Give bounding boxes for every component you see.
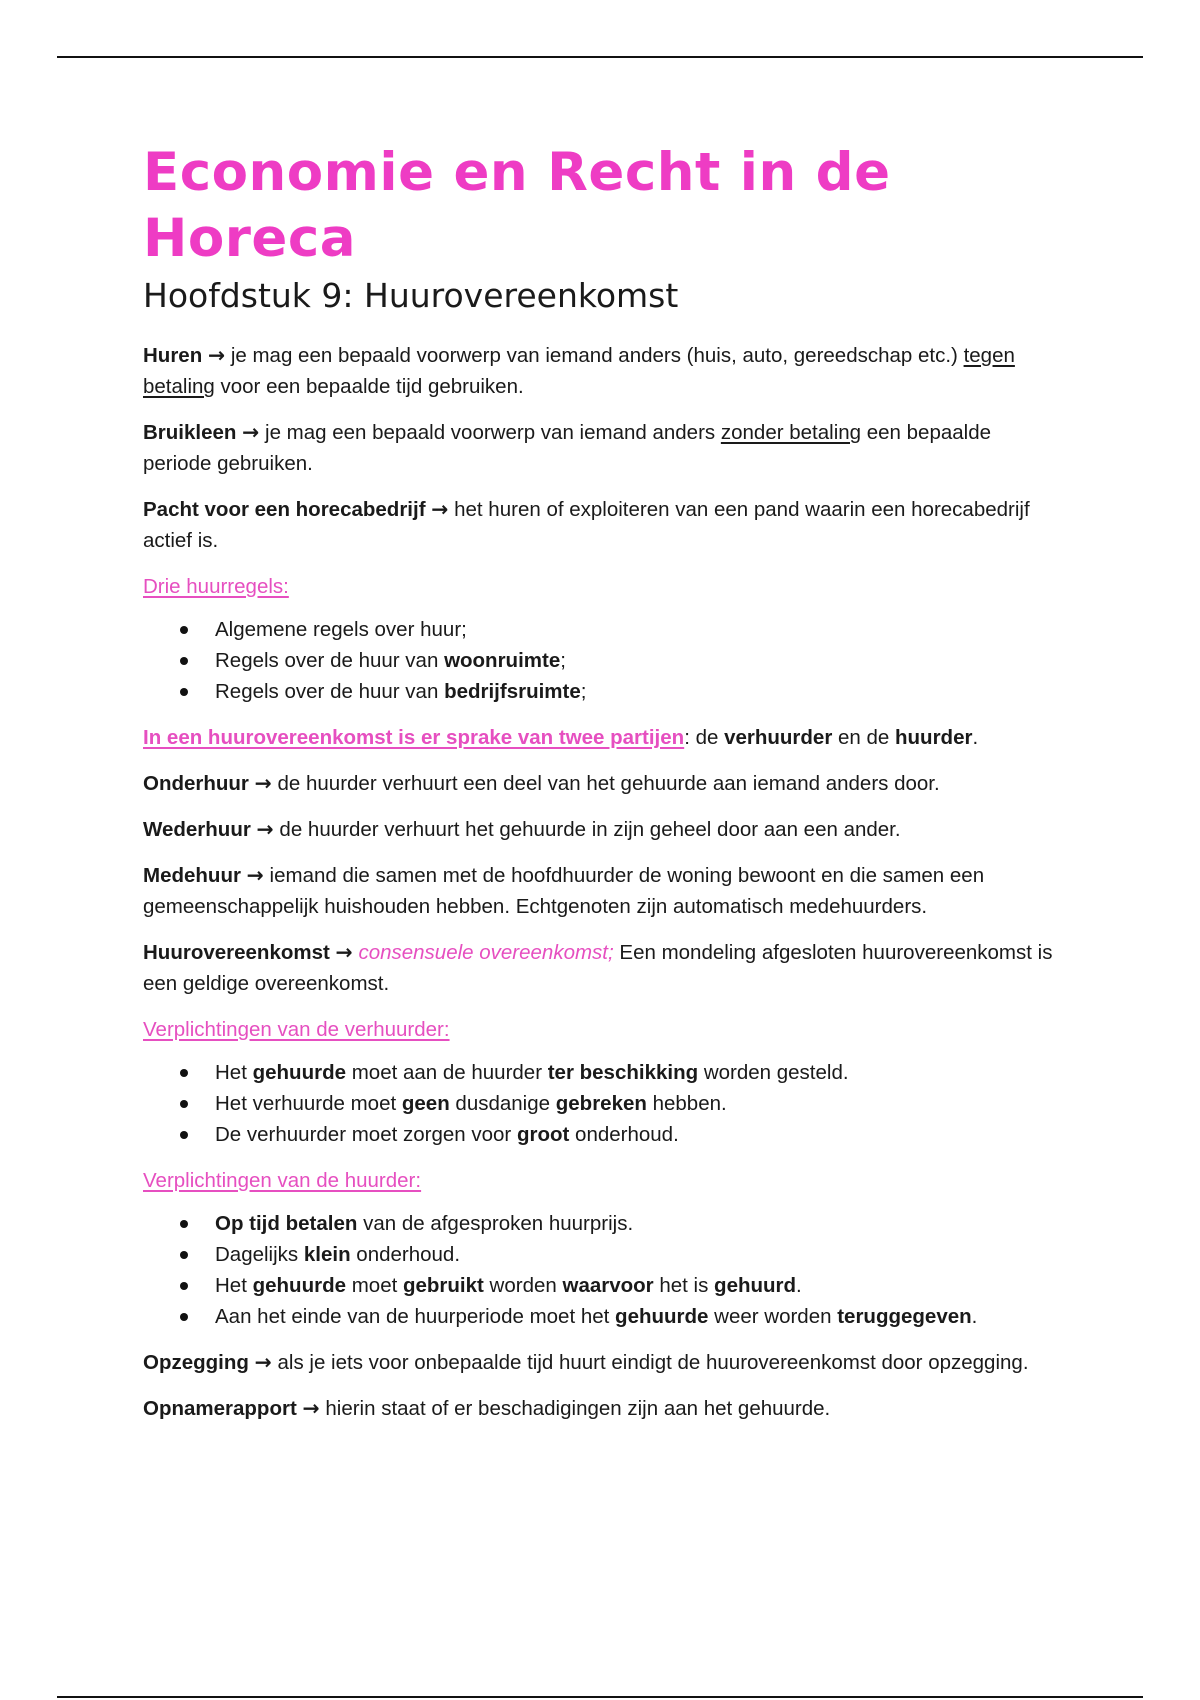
list-item-text: . [796,1274,802,1297]
underlined-text: zonder betaling [720,421,862,444]
list-item-text: dusdanige [449,1092,556,1115]
bold-text: gebreken [555,1092,647,1115]
bold-text: gehuurde [252,1274,347,1297]
arrow-icon: → [302,1396,320,1420]
definition-opnamerapport [143,1393,1063,1424]
bold-text: gehuurde [252,1061,347,1084]
list-item-text: worden [483,1274,563,1297]
term-huurovereenkomst: Huurovereenkomst [143,941,330,964]
bold-text: gebruikt [402,1274,484,1297]
list-item [215,1119,1063,1150]
list-item-text: Algemene regels over huur; [215,618,467,641]
term-bruikleen: Bruikleen [143,421,237,444]
heading-verplichtingen-verhuurder: Verplichtingen van de verhuurder: [143,1018,450,1041]
arrow-icon: → [431,497,449,521]
text: en de [832,726,896,749]
definition-huren [143,340,1063,402]
bold-text: waarvoor [562,1274,654,1297]
definition-wederhuur [143,814,1063,845]
top-rule [57,56,1143,58]
list-item [215,1301,1063,1332]
definition-text: Een mondeling afgesloten huurovereenkomst is een geldige overeenkomst. [143,941,1053,995]
definition-medehuur [143,860,1063,922]
definition-text: de huurder verhuurt een deel van het gehuurde aan iemand anders door. [271,772,940,795]
chapter-subtitle: Hoofdstuk 9: Huurovereenkomst [143,276,679,315]
arrow-icon: → [256,817,274,841]
list-item [215,1270,1063,1301]
arrow-icon: → [207,343,226,367]
bold-text: geen [401,1092,450,1115]
definition-text: het huren of exploiteren van een pand waarin een horecabedrijf actief is. [143,498,1030,552]
list-item [215,1239,1063,1270]
term-pacht: Pacht voor een horecabedrijf [143,498,426,521]
list-item-text: moet aan de huurder [346,1061,548,1084]
definition-text: een bepaalde periode gebruiken. [143,421,992,475]
definition-text: de huurder verhuurt het gehuurde in zijn geheel door aan een ander. [273,818,901,841]
definition-opzegging [143,1347,1063,1378]
term-wederhuur: Wederhuur [143,818,251,841]
bold-text: gehuurd [714,1274,797,1297]
list-item-text: onderhoud. [569,1123,679,1146]
bold-text: gehuurde [615,1305,709,1328]
term-huren: Huren [143,344,203,367]
list-item-text: moet [346,1274,403,1297]
list-item-text: De verhuurder moet zorgen voor [215,1123,517,1146]
list-item-text: worden gesteld. [698,1061,849,1084]
heading-drie-huurregels: Drie huurregels: [143,575,289,598]
list-item-text: ; [560,649,566,672]
definition-text: hierin staat of er beschadigingen zijn aan het gehuurde. [319,1397,831,1420]
definition-text: voor een bepaalde tijd gebruiken. [214,375,524,398]
definition-text: iemand die samen met de hoofdhuurder de woning bewoont en die samen een gemeenschappelijk huishouden hebben. Echtgenoten zijn automatisch medehuurders. [143,864,985,918]
list-item-text: hebben. [646,1092,727,1115]
list-huurregels [143,614,1063,707]
document-title: Economie en Recht in de Horeca [143,142,891,269]
bold-text: groot [516,1123,570,1146]
arrow-icon: → [254,1350,272,1374]
underlined-text: tegen betaling [143,344,1015,398]
italic-highlight: consensuele overeenkomst; [358,941,614,964]
heading-verplichtingen-huurder: Verplichtingen van de huurder: [143,1169,422,1192]
highlight-text: In een huurovereenkomst is er sprake van twee partijen [143,726,685,749]
term-medehuur: Medehuur [143,864,241,887]
term-opzegging: Opzegging [143,1351,249,1374]
list-item-text: Aan het einde van de huurperiode moet het [215,1305,616,1328]
bold-text: teruggegeven [837,1305,972,1328]
arrow-icon: → [335,940,353,964]
bold-text: bedrijfsruimte [444,680,581,703]
list-item-text: het is [653,1274,715,1297]
bold-text: ter beschikking [547,1061,699,1084]
definition-text: als je iets voor onbepaalde tijd huurt eindigt de huurovereenkomst door opzegging. [271,1351,1029,1374]
list-item [215,645,1063,676]
list-verplichtingen-huurder [143,1208,1063,1332]
arrow-icon: → [254,771,272,795]
definition-onderhuur [143,768,1063,799]
arrow-icon: → [246,863,264,887]
definition-bruikleen [143,417,1063,479]
list-item-text: onderhoud. [350,1243,461,1266]
definition-text: je mag een bepaald voorwerp van iemand anders [259,421,721,444]
list-item [215,1088,1063,1119]
list-item-text: ; [580,680,587,703]
list-item [215,614,1063,645]
list-item-text: Het verhuurde moet [215,1092,402,1115]
definition-text: je mag een bepaald voorwerp van iemand anders (huis, auto, gereedschap etc.) [225,344,964,367]
bold-text: verhuurder [724,726,833,749]
arrow-icon: → [242,420,260,444]
bold-text: woonruimte [444,649,561,672]
paragraph-partijen [143,722,1063,753]
list-item-text: Regels over de huur van [215,649,445,672]
bold-text: Op tijd betalen [215,1212,358,1235]
text: . [972,726,979,749]
list-item [215,676,1063,707]
term-onderhuur: Onderhuur [143,772,249,795]
list-item [215,1057,1063,1088]
definition-huurovereenkomst [143,937,1063,999]
list-item-text: Het [215,1274,253,1297]
list-item-text: . [971,1305,978,1328]
bold-text: huurder [895,726,973,749]
document-page [143,140,1063,1439]
list-item [215,1208,1063,1239]
list-item-text: Het [215,1061,253,1084]
list-verplichtingen-verhuurder [143,1057,1063,1150]
term-opnamerapport: Opnamerapport [143,1397,297,1420]
text: : de [684,726,725,749]
list-item-text: Regels over de huur van [215,680,445,703]
definition-pacht [143,494,1063,556]
list-item-text: weer worden [708,1305,838,1328]
list-item-text: Dagelijks [215,1243,304,1266]
list-item-text: van de afgesproken huurprijs. [357,1212,634,1235]
bottom-rule [57,1696,1143,1698]
bold-text: klein [303,1243,351,1266]
